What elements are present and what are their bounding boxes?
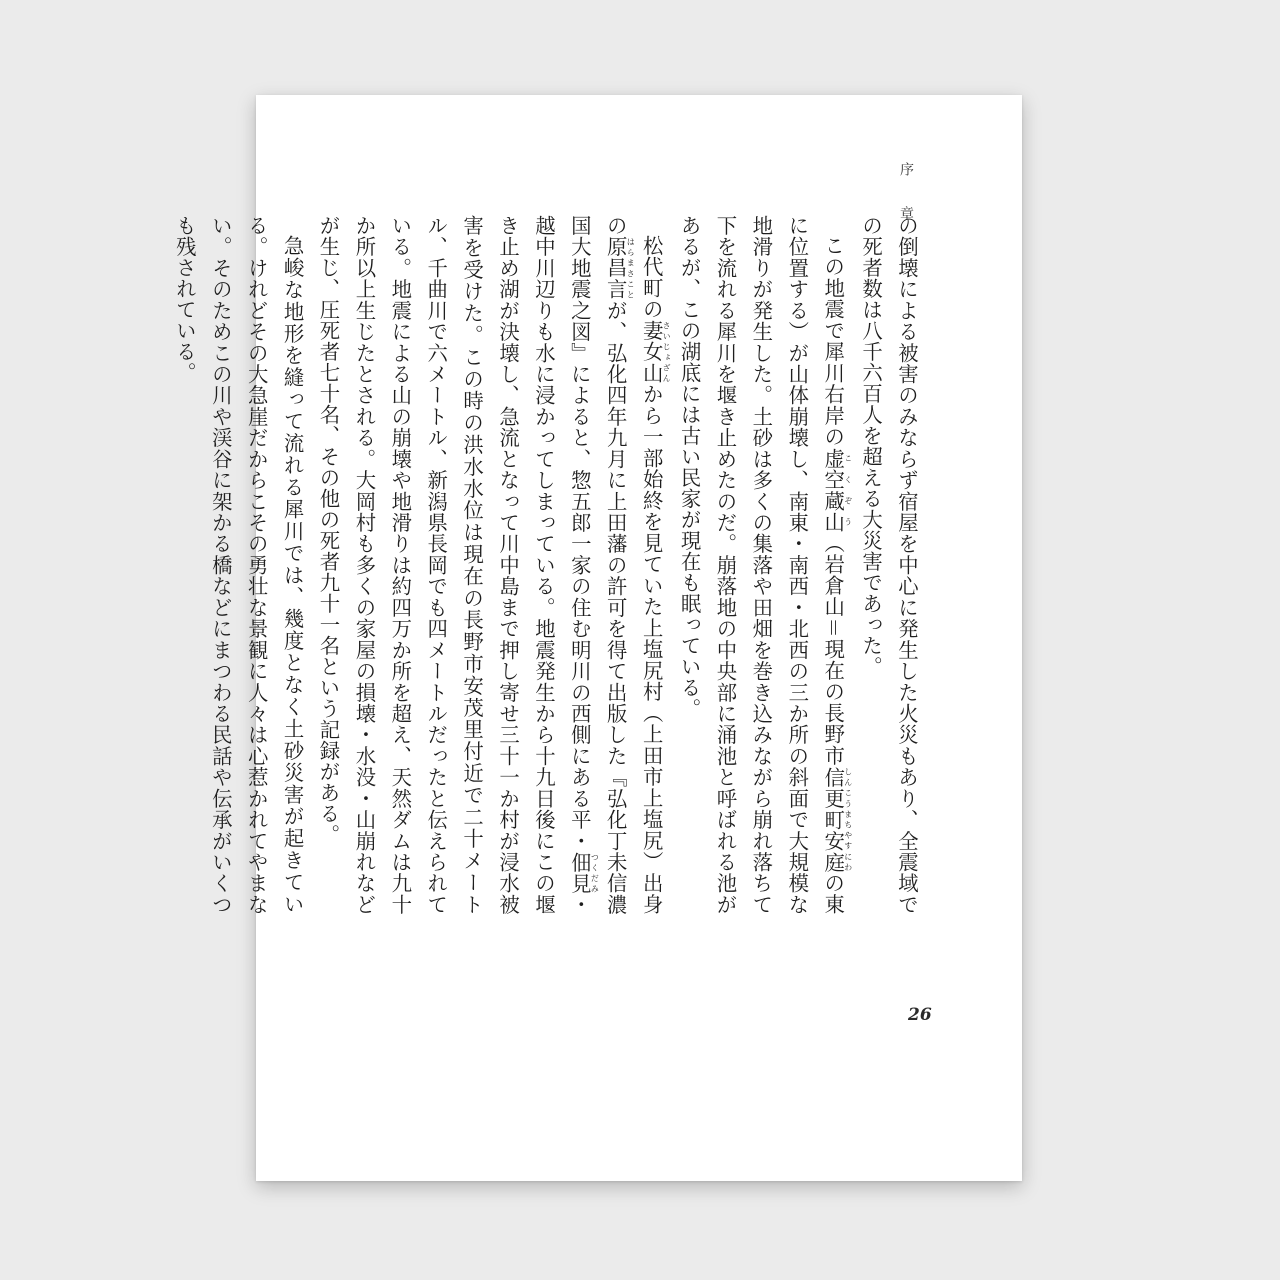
- ruby-reading: こくぞう: [843, 447, 853, 533]
- ruby-reading: はらまさこと: [626, 236, 636, 300]
- book-page: [172, 95, 1022, 1181]
- ruby-annotated-word: [603, 236, 636, 300]
- ruby-annotated-word: [821, 447, 853, 533]
- page-number: 26: [908, 1005, 932, 1025]
- text-segment: 急峻な地形を縫って流れる犀川では、幾度となく土砂災害が起きている。けれどその大急崖だからこその勇壮な景観に人々は心惹かれてやまない。そのためこの川や渓谷に架かる橋などにまつわる民話や伝承がいくつも残されている。: [172, 215, 305, 915]
- paragraph: [671, 215, 853, 915]
- text-segment: ・越中川辺りも水に浸かってしまっている。地震発生から十九日後にこの堰き止め湖が決壊し、急流となって川中島まで押し寄せ三十一か村が浸水被害を受けた。この時の洪水水位は現在の長野市安茂里付近で二十メートル、千曲川で六メートル、新潟県長岡でも四メートルだったと伝えられている。地震による山の崩壊や地滑りは約四万か所を超え、天然ダムは九十か所以上生じたとされる。大岡村も多くの家屋の損壊・水没・山崩れなどが生じ、圧死者七十名、その他の死者九十一名という記録がある。: [316, 215, 592, 915]
- ruby-base: 虚空蔵山: [821, 447, 846, 533]
- ruby-reading: しんこうまちやすにわ: [843, 766, 853, 873]
- ruby-annotated-word: [821, 766, 853, 873]
- text-segment: が、弘化四年九月に上田藩の許可を得て出版した『弘化丁未信濃国大地震之図』によると、惣五郎一家の住む明川の西側にある平・: [567, 215, 628, 915]
- text-segment: から一部始終を見ていた上塩尻村（上田市上塩尻）出身の: [603, 215, 664, 916]
- text-segment: （岩倉山＝現在の長野市: [821, 532, 846, 767]
- text-segment: の倒壊による被害のみならず宿屋を中心に発生した火災もあり、全震域での死者数は八千六百人を超える大災害であった。: [859, 215, 919, 915]
- body-text: [166, 215, 924, 915]
- ruby-base: 佃見: [567, 851, 592, 894]
- ruby-reading: つくだみ: [590, 851, 600, 894]
- ruby-annotated-word: [639, 320, 672, 385]
- ruby-base: 妻女山: [639, 320, 664, 385]
- ruby-annotated-word: [567, 851, 600, 894]
- paragraph: [310, 215, 671, 915]
- running-head: 序 章: [898, 162, 914, 228]
- text-segment: の東に位置する）が山体崩壊し、南東・南西・北西の三か所の斜面で大規模な地滑りが発生した。土砂は多くの集落や田畑を巻き込みながら崩れ落ちて下を流れる犀川を堰き止めたのだ。崩落地の中央部に涌池と呼ばれる池があるが、この湖底には古い民家が現在も眠っている。: [677, 215, 846, 916]
- paragraph: [852, 215, 924, 915]
- ruby-reading: さいじょざん: [662, 320, 672, 384]
- ruby-base: 原昌言: [603, 236, 628, 300]
- text-segment: 松代町の: [639, 235, 664, 321]
- ruby-base: 信更町安庭: [821, 766, 846, 873]
- text-segment: この地震で犀川右岸の: [821, 235, 846, 448]
- paragraph: [166, 215, 310, 915]
